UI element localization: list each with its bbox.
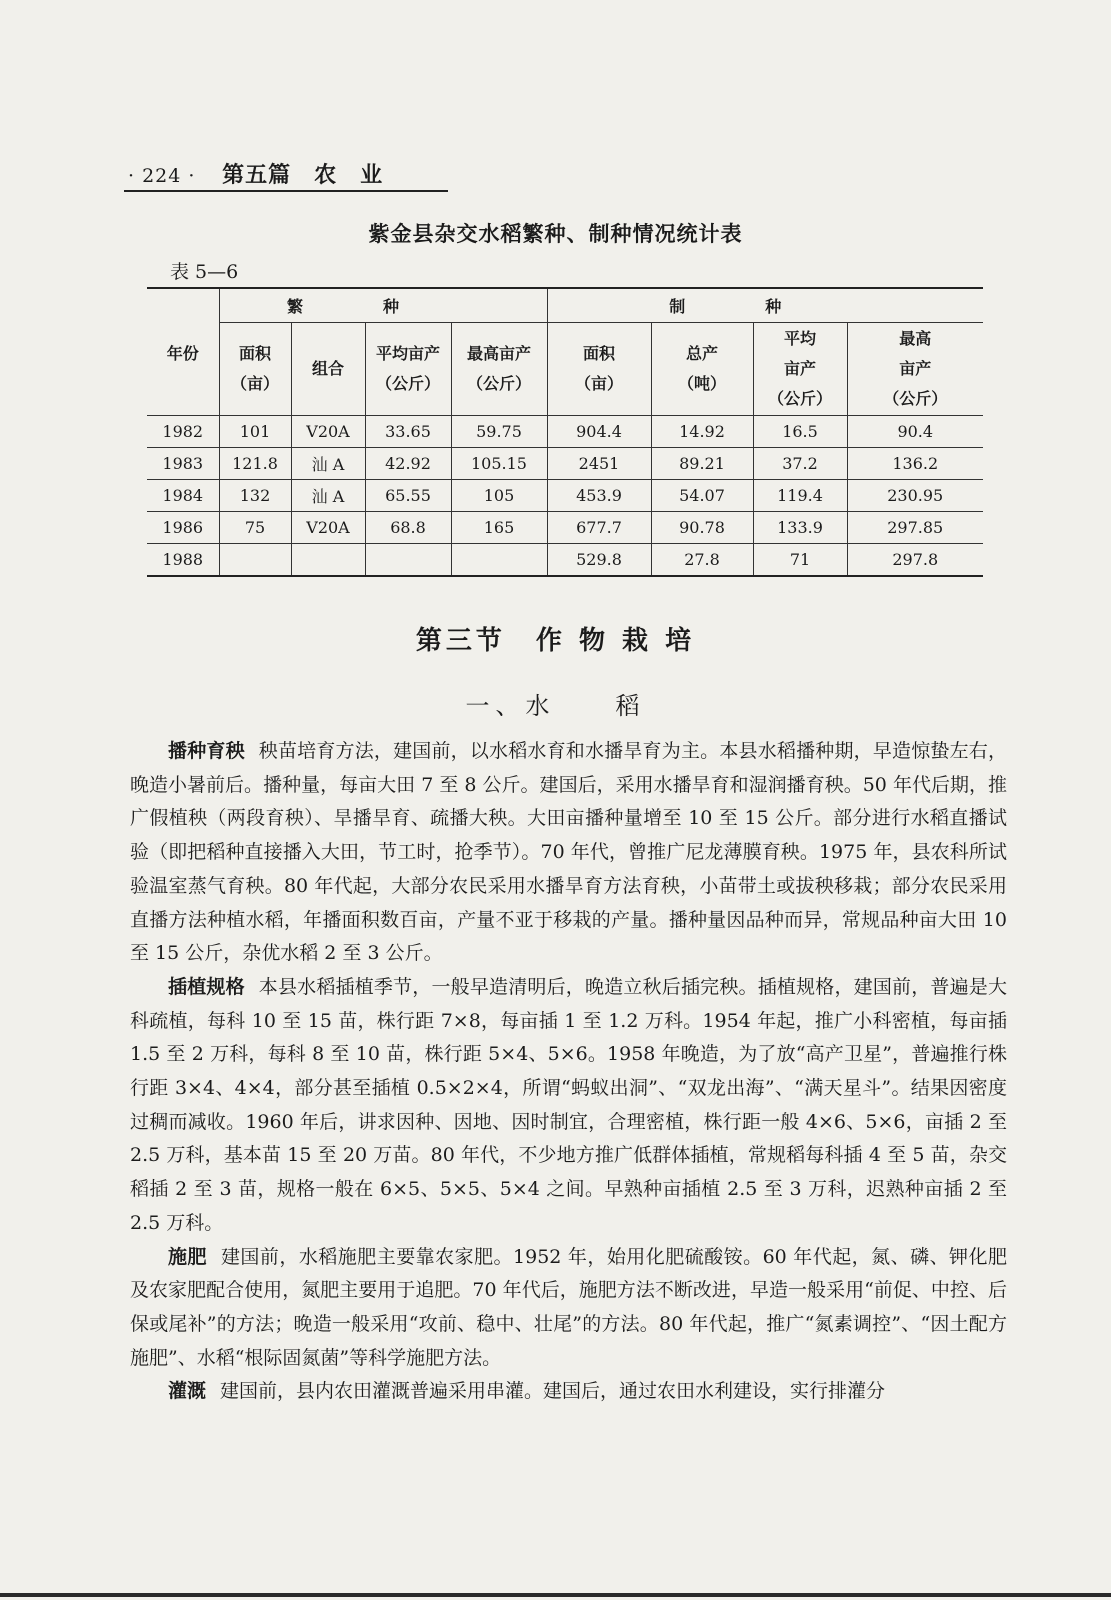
- paragraph-keyword: 播种育秧: [168, 740, 245, 762]
- column-header-line: 总产: [685, 344, 718, 363]
- table-cell: 297.85: [847, 512, 983, 544]
- paragraph-text: 秧苗培育方法，建国前，以水稻水育和水播旱育为主。本县水稻播种期，早造惊蛰左右，晚造小暑前后。播种量，每亩大田 7 至 8 公斤。建国后，采用水播旱育和湿润播育秧。50 年代后期，推广假植秧（两段育秧）、旱播旱育、疏播大秧。大田亩播种量增至 10 至 15 公斤。部分进行水稻直播试验（即把稻种直接播入大田，节工时，抢季节）。70 年代，曾推广尼龙薄膜育秧。1975 年，县农科所试验温室蒸气育秧。80 年代起，大部分农民采用水播旱育方法育秧，小苗带土或拔秧移栽；部分农民采用直播方法种植水稻，年播面积数百亩，产量不亚于移栽的产量。播种量因品种而异，常规品种亩大田 10 至 15 公斤，杂优水稻 2 至 3 公斤。: [130, 740, 1007, 965]
- table-cell: 2451: [547, 448, 651, 480]
- table-cell: 68.8: [365, 512, 451, 544]
- column-header-line: （亩）: [230, 374, 279, 393]
- table-cell: 75: [219, 512, 291, 544]
- table-number: 表 5—6: [170, 261, 239, 283]
- column-header-line: 面积: [582, 344, 615, 363]
- column-header-line: （亩）: [574, 374, 623, 393]
- table-cell: 133.9: [753, 512, 847, 544]
- table-cell: [451, 544, 547, 577]
- table-cell: 904.4: [547, 416, 651, 448]
- table-cell: V20A: [291, 416, 365, 448]
- table-cell: 529.8: [547, 544, 651, 577]
- table-cell: [365, 544, 451, 577]
- paragraph: [130, 971, 1007, 1241]
- table-row: [147, 544, 983, 577]
- paragraph: [130, 1375, 1007, 1409]
- table-cell: 1988: [147, 544, 219, 577]
- table-cell: 42.92: [365, 448, 451, 480]
- table-cell: 1982: [147, 416, 219, 448]
- column-header-line: 亩产: [899, 359, 932, 378]
- column-header: [451, 323, 547, 416]
- table-row: [147, 416, 983, 448]
- table-cell: 165: [451, 512, 547, 544]
- page-number: · 224 ·: [128, 165, 196, 187]
- column-header-line: 平均亩产: [375, 344, 440, 363]
- column-header-line: 面积: [238, 344, 271, 363]
- paragraph-text: 本县水稻插植季节，一般早造清明后，晚造立秋后插完秧。插植规格，建国前，普遍是大科疏植，每科 10 至 15 苗，株行距 7×8，每亩插 1 至 1.2 万科。1954 年起，推广小科密植，每亩插 1.5 至 2 万科，每科 8 至 10 苗，株行距 5×4、5×6。1958 年晚造，为了放“高产卫星”，普遍推行株行距 3×4、4×4，部分甚至插植 0.5×2×4，所谓“蚂蚁出洞”、“双龙出海”、“满天星斗”。结果因密度过稠而减收。1960 年后，讲求因种、因地、因时制宜，合理密植，株行距一般 4×6、5×6，亩插 2 至 2.5 万科，基本苗 15 至 20 万苗。80 年代，不少地方推广低群体插植，常规稻每科插 4 至 5 苗，杂交稻插 2 至 3 苗，规格一般在 6×5、5×5、5×4 之间。早熟种亩插植 2.5 至 3 万科，迟熟种亩插 2 至 2.5 万科。: [130, 975, 1007, 1234]
- column-header-line: （公斤）: [883, 389, 948, 408]
- table-cell: 90.78: [651, 512, 753, 544]
- column-header-line: 最高: [899, 329, 932, 348]
- table-cell: 14.92: [651, 416, 753, 448]
- group-header-fanzhong: 繁种: [219, 288, 547, 323]
- year-header: 年份: [147, 288, 219, 416]
- table-cell: 65.55: [365, 480, 451, 512]
- column-header-line: （吨）: [677, 374, 726, 393]
- table-cell: 1986: [147, 512, 219, 544]
- table-cell: 132: [219, 480, 291, 512]
- table-cell: 297.8: [847, 544, 983, 577]
- section-title: 第三节 作 物 栽 培: [415, 626, 696, 656]
- statistics-table: [147, 287, 983, 577]
- table-cell: V20A: [291, 512, 365, 544]
- table-cell: 90.4: [847, 416, 983, 448]
- column-header: [219, 323, 291, 416]
- paragraph: [130, 1241, 1007, 1376]
- table-cell: [291, 544, 365, 577]
- table-row: [147, 448, 983, 480]
- paragraph: [130, 735, 1007, 971]
- table-cell: 33.65: [365, 416, 451, 448]
- column-header: [753, 323, 847, 416]
- paragraph-keyword: 灌溉: [168, 1380, 207, 1403]
- header-rule: [124, 190, 448, 192]
- sub-header-row: [147, 323, 983, 416]
- column-header: [847, 323, 983, 416]
- table-cell: 453.9: [547, 480, 651, 512]
- column-header-line: （公斤）: [767, 389, 832, 408]
- table-cell: [219, 544, 291, 577]
- table-body: [147, 416, 983, 577]
- table-row: [147, 480, 983, 512]
- table-cell: 16.5: [753, 416, 847, 448]
- table-cell: 136.2: [847, 448, 983, 480]
- column-header: [651, 323, 753, 416]
- paragraph-keyword: 施肥: [168, 1245, 207, 1268]
- table-title: 紫金县杂交水稻繁种、制种情况统计表: [368, 221, 743, 246]
- paragraph-text: 建国前，水稻施肥主要靠农家肥。1952 年，始用化肥硫酸铵。60 年代起，氮、磷、钾化肥及农家肥配合使用，氮肥主要用于追肥。70 年代后，施肥方法不断改进，早造一般采用“前促、中控、后保或尾补”的方法；晚造一般采用“攻前、稳中、壮尾”的方法。80 年代起，推广“氮素调控”、“因土配方施肥”、水稻“根际固氮菌”等科学施肥方法。: [130, 1245, 1007, 1369]
- table-cell: 677.7: [547, 512, 651, 544]
- column-header-line: 平均: [783, 329, 816, 348]
- body-text: [130, 735, 1007, 1409]
- paragraph-keyword: 插植规格: [168, 975, 245, 998]
- table-cell: 汕 A: [291, 480, 365, 512]
- column-header-line: （公斤）: [466, 374, 531, 393]
- scan-border: [0, 1593, 1111, 1597]
- table-cell: 230.95: [847, 480, 983, 512]
- table-cell: 1984: [147, 480, 219, 512]
- column-header-line: 组合: [311, 359, 344, 378]
- column-header: [365, 323, 451, 416]
- subsection-title: 一、水 稻: [465, 692, 646, 720]
- table-cell: 119.4: [753, 480, 847, 512]
- column-header-line: （公斤）: [375, 374, 440, 393]
- table-cell: 37.2: [753, 448, 847, 480]
- column-header: [547, 323, 651, 416]
- column-header-line: 最高亩产: [466, 344, 531, 363]
- table-cell: 汕 A: [291, 448, 365, 480]
- table-cell: 54.07: [651, 480, 753, 512]
- table-row: [147, 512, 983, 544]
- paragraph-text: 建国前，县内农田灌溉普遍采用串灌。建国后，通过农田水利建设，实行排灌分: [220, 1380, 886, 1403]
- page-header: [128, 158, 383, 189]
- table-cell: 27.8: [651, 544, 753, 577]
- table-cell: 89.21: [651, 448, 753, 480]
- table-cell: 101: [219, 416, 291, 448]
- table-cell: 121.8: [219, 448, 291, 480]
- column-header-line: 亩产: [783, 359, 816, 378]
- table-cell: 1983: [147, 448, 219, 480]
- table-cell: 105.15: [451, 448, 547, 480]
- table-cell: 71: [753, 544, 847, 577]
- table-cell: 105: [451, 480, 547, 512]
- group-header-zhizhong: 制种: [547, 288, 983, 323]
- column-header: [291, 323, 365, 416]
- section-name: 第五篇 农 业: [222, 162, 384, 188]
- table-cell: 59.75: [451, 416, 547, 448]
